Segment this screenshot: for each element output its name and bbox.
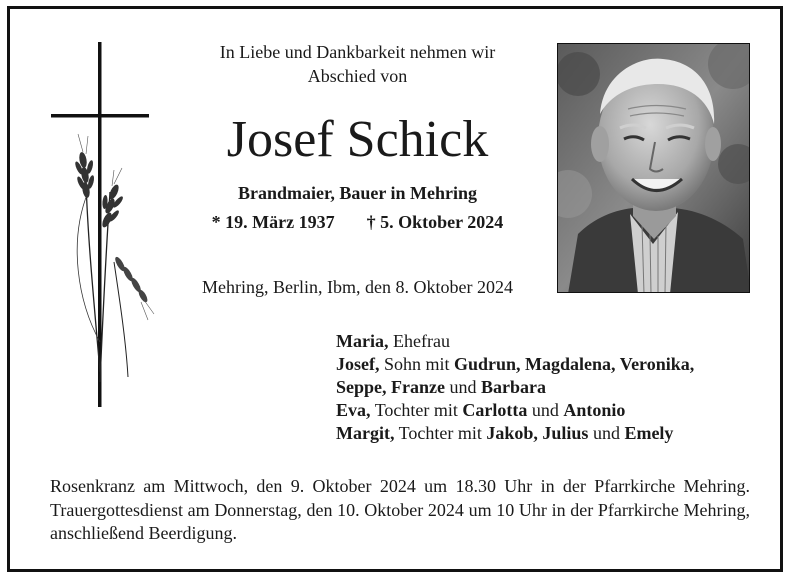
portrait-photo: [557, 43, 750, 293]
life-dates: [170, 210, 545, 234]
deceased-name: Josef Schick: [226, 111, 489, 168]
family-list: [336, 330, 766, 445]
place-and-date: Mehring, Berlin, Ibm, den 8. Oktober 2024: [202, 277, 513, 297]
cross-with-wheat-icon: [48, 42, 158, 412]
family-line: Maria, Ehefrau: [336, 331, 450, 351]
death-date: † 5. Oktober 2024: [366, 212, 504, 232]
family-line: Eva, Tochter mit Carlotta und Antonio: [336, 400, 626, 420]
family-line: Seppe, Franze und Barbara: [336, 377, 546, 397]
intro-text: [170, 40, 545, 88]
family-line: Josef, Sohn mit Gudrun, Magdalena, Veronika,: [336, 354, 695, 374]
intro-line-2: Abschied von: [307, 66, 408, 86]
service-details: Rosenkranz am Mittwoch, den 9. Oktober 2024 um 18.30 Uhr in der Pfarrkirche Mehring. Trauergottesdienst am Donnerstag, den 10. Oktober 2024 um 10 Uhr in der Pfarrkirche Mehring, anschließend Beerdigung.: [50, 476, 750, 543]
intro-line-1: In Liebe und Dankbarkeit nehmen wir: [219, 42, 496, 62]
family-line: Margit, Tochter mit Jakob, Julius und Emely: [336, 423, 674, 443]
birth-date: * 19. März 1937: [211, 212, 335, 232]
deceased-occupation: Brandmaier, Bauer in Mehring: [237, 183, 477, 203]
